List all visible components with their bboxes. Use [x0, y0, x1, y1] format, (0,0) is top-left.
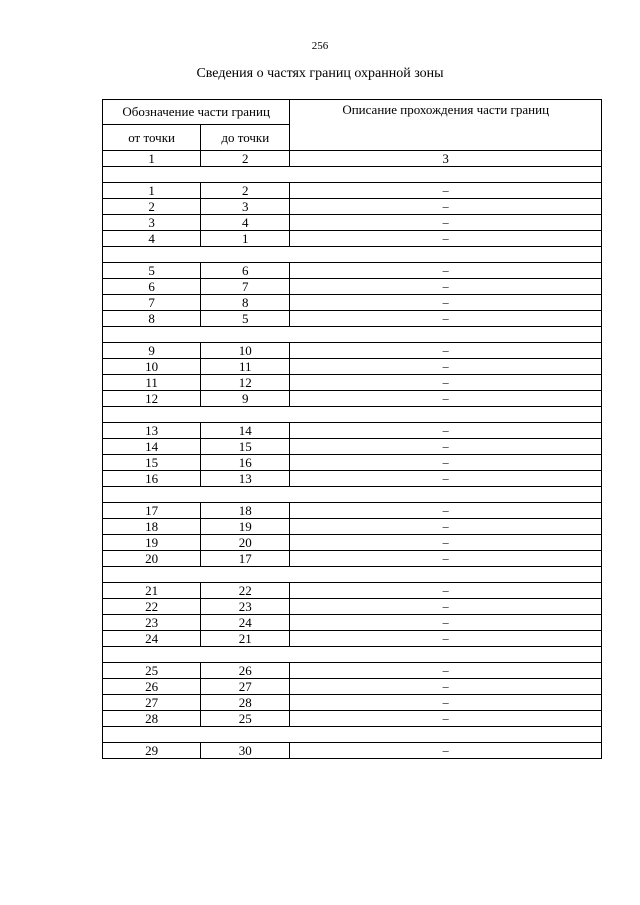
table-row — [103, 551, 602, 567]
table-row — [103, 311, 602, 327]
table-row — [103, 583, 602, 599]
description-cell: – — [290, 631, 602, 647]
group-separator-row — [103, 167, 602, 183]
from-point-cell: 22 — [103, 599, 201, 615]
group-separator-row — [103, 327, 602, 343]
description-cell: – — [290, 535, 602, 551]
from-point-cell: 11 — [103, 375, 201, 391]
from-point-cell: 7 — [103, 295, 201, 311]
from-point-cell: 14 — [103, 439, 201, 455]
description-cell: – — [290, 375, 602, 391]
group-separator-row — [103, 727, 602, 743]
table-row — [103, 455, 602, 471]
description-cell: – — [290, 615, 602, 631]
from-point-cell: 9 — [103, 343, 201, 359]
table-row — [103, 663, 602, 679]
to-point-cell: 23 — [201, 599, 290, 615]
to-point-cell: 6 — [201, 263, 290, 279]
group-separator-row — [103, 567, 602, 583]
to-point-cell: 15 — [201, 439, 290, 455]
index-cell: 2 — [201, 151, 290, 167]
from-point-cell: 26 — [103, 679, 201, 695]
to-point-cell: 14 — [201, 423, 290, 439]
to-point-cell: 22 — [201, 583, 290, 599]
group-separator-row — [103, 487, 602, 503]
table-row — [103, 679, 602, 695]
to-point-cell: 1 — [201, 231, 290, 247]
description-cell: – — [290, 359, 602, 375]
description-cell: – — [290, 183, 602, 199]
table-row — [103, 391, 602, 407]
description-cell: – — [290, 279, 602, 295]
table-row — [103, 423, 602, 439]
table-row — [103, 231, 602, 247]
from-point-cell: 1 — [103, 183, 201, 199]
description-cell: – — [290, 391, 602, 407]
table-row — [103, 615, 602, 631]
description-cell: – — [290, 231, 602, 247]
table-header — [103, 100, 602, 151]
description-cell: – — [290, 663, 602, 679]
separator-cell — [103, 407, 602, 423]
to-point-cell: 9 — [201, 391, 290, 407]
table-row — [103, 263, 602, 279]
from-point-cell: 28 — [103, 711, 201, 727]
separator-cell — [103, 247, 602, 263]
to-point-cell: 8 — [201, 295, 290, 311]
from-point-cell: 25 — [103, 663, 201, 679]
column-index-row — [103, 151, 602, 167]
to-point-cell: 19 — [201, 519, 290, 535]
description-cell: – — [290, 455, 602, 471]
table-row — [103, 599, 602, 615]
separator-cell — [103, 327, 602, 343]
to-point-cell: 25 — [201, 711, 290, 727]
index-cell: 3 — [290, 151, 602, 167]
table-row — [103, 359, 602, 375]
table-row — [103, 343, 602, 359]
description-cell: – — [290, 295, 602, 311]
from-point-cell: 29 — [103, 743, 201, 759]
from-point-cell: 19 — [103, 535, 201, 551]
header-description: Описание прохождения части границ — [290, 100, 602, 151]
from-point-cell: 5 — [103, 263, 201, 279]
from-point-cell: 23 — [103, 615, 201, 631]
from-point-cell: 17 — [103, 503, 201, 519]
table-row — [103, 503, 602, 519]
from-point-cell: 8 — [103, 311, 201, 327]
table-row — [103, 183, 602, 199]
to-point-cell: 17 — [201, 551, 290, 567]
to-point-cell: 27 — [201, 679, 290, 695]
from-point-cell: 24 — [103, 631, 201, 647]
from-point-cell: 27 — [103, 695, 201, 711]
from-point-cell: 16 — [103, 471, 201, 487]
description-cell: – — [290, 439, 602, 455]
description-cell: – — [290, 263, 602, 279]
table-row — [103, 375, 602, 391]
to-point-cell: 28 — [201, 695, 290, 711]
separator-cell — [103, 727, 602, 743]
table-row — [103, 295, 602, 311]
table-row — [103, 199, 602, 215]
document-title: Сведения о частях границ охранной зоны — [196, 66, 444, 81]
description-cell: – — [290, 519, 602, 535]
to-point-cell: 30 — [201, 743, 290, 759]
group-separator-row — [103, 647, 602, 663]
header-from-point: от точки — [103, 125, 201, 151]
to-point-cell: 11 — [201, 359, 290, 375]
from-point-cell: 10 — [103, 359, 201, 375]
to-point-cell: 7 — [201, 279, 290, 295]
description-cell: – — [290, 343, 602, 359]
table-row — [103, 535, 602, 551]
from-point-cell: 6 — [103, 279, 201, 295]
to-point-cell: 2 — [201, 183, 290, 199]
to-point-cell: 21 — [201, 631, 290, 647]
group-separator-row — [103, 407, 602, 423]
page-number: 256 — [311, 40, 329, 52]
index-cell: 1 — [103, 151, 201, 167]
from-point-cell: 4 — [103, 231, 201, 247]
separator-cell — [103, 167, 602, 183]
description-cell: – — [290, 423, 602, 439]
boundaries-table — [102, 99, 602, 759]
to-point-cell: 5 — [201, 311, 290, 327]
table-row — [103, 711, 602, 727]
to-point-cell: 20 — [201, 535, 290, 551]
table-body — [103, 151, 602, 759]
table-row — [103, 743, 602, 759]
from-point-cell: 15 — [103, 455, 201, 471]
description-cell: – — [290, 711, 602, 727]
to-point-cell: 12 — [201, 375, 290, 391]
to-point-cell: 26 — [201, 663, 290, 679]
from-point-cell: 13 — [103, 423, 201, 439]
description-cell: – — [290, 695, 602, 711]
description-cell: – — [290, 679, 602, 695]
table-row — [103, 631, 602, 647]
table-row — [103, 519, 602, 535]
to-point-cell: 10 — [201, 343, 290, 359]
to-point-cell: 24 — [201, 615, 290, 631]
to-point-cell: 13 — [201, 471, 290, 487]
header-boundary-designation: Обозначение части границ — [103, 100, 290, 125]
group-separator-row — [103, 247, 602, 263]
description-cell: – — [290, 599, 602, 615]
table-row — [103, 471, 602, 487]
to-point-cell: 18 — [201, 503, 290, 519]
to-point-cell: 3 — [201, 199, 290, 215]
separator-cell — [103, 487, 602, 503]
separator-cell — [103, 567, 602, 583]
description-cell: – — [290, 551, 602, 567]
from-point-cell: 12 — [103, 391, 201, 407]
description-cell: – — [290, 199, 602, 215]
description-cell: – — [290, 311, 602, 327]
to-point-cell: 16 — [201, 455, 290, 471]
to-point-cell: 4 — [201, 215, 290, 231]
description-cell: – — [290, 215, 602, 231]
description-cell: – — [290, 503, 602, 519]
from-point-cell: 3 — [103, 215, 201, 231]
from-point-cell: 20 — [103, 551, 201, 567]
description-cell: – — [290, 583, 602, 599]
from-point-cell: 2 — [103, 199, 201, 215]
header-to-point: до точки — [201, 125, 290, 151]
separator-cell — [103, 647, 602, 663]
table-row — [103, 439, 602, 455]
table-row — [103, 215, 602, 231]
from-point-cell: 21 — [103, 583, 201, 599]
table-row — [103, 279, 602, 295]
description-cell: – — [290, 471, 602, 487]
description-cell: – — [290, 743, 602, 759]
table-row — [103, 695, 602, 711]
from-point-cell: 18 — [103, 519, 201, 535]
